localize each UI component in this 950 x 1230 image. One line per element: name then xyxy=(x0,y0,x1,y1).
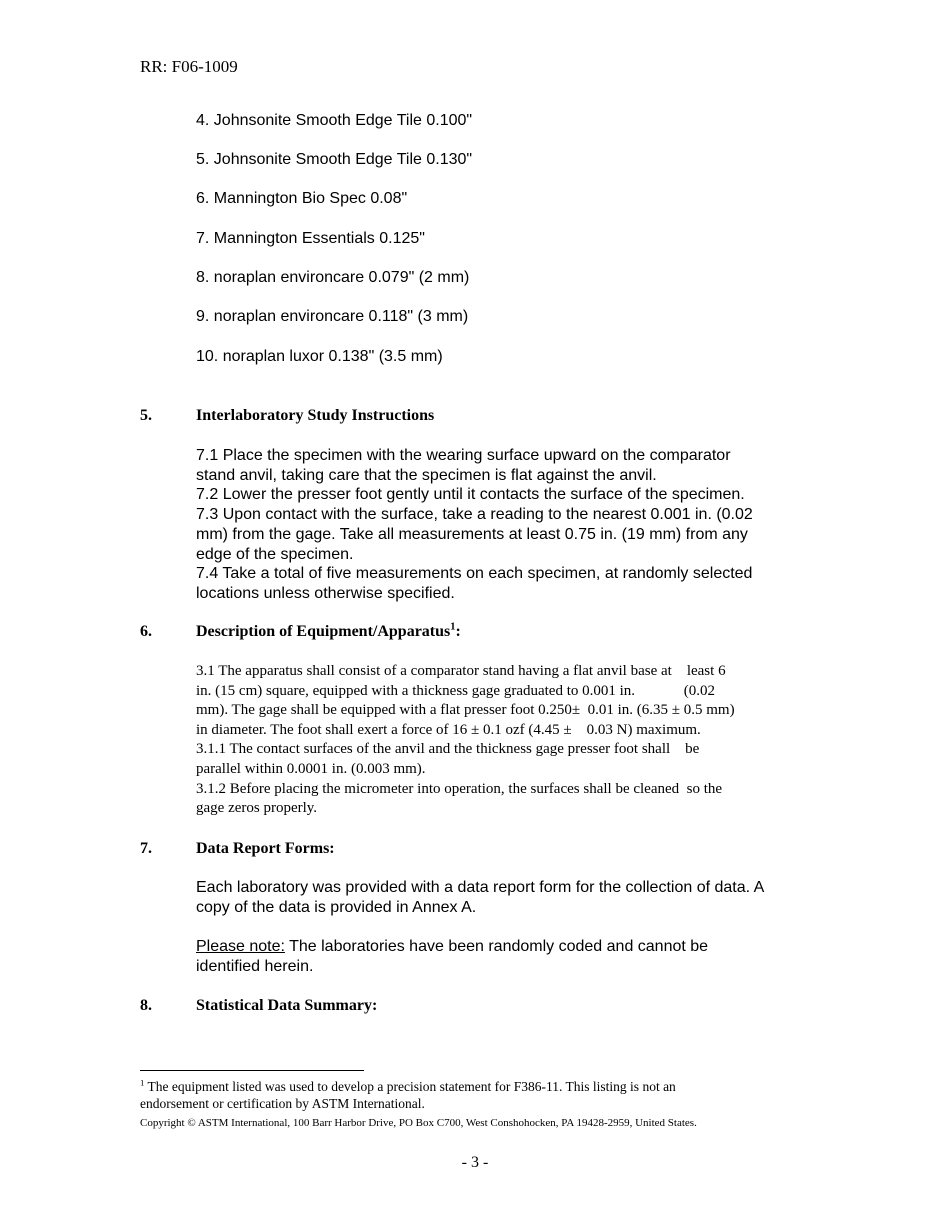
page-number: - 3 - xyxy=(461,1154,489,1171)
list-item: 6. Mannington Bio Spec 0.08" xyxy=(196,190,408,207)
section-6-title-text: Description of Equipment/Apparatus xyxy=(196,623,451,640)
body-line: 3.1 The apparatus shall consist of a comparator stand having a flat anvil base at least 6 xyxy=(196,663,726,679)
body-line: gage zeros properly. xyxy=(196,800,318,817)
body-line: 3.1.1 The contact surfaces of the anvil and the thickness gage presser foot shall be xyxy=(196,741,700,758)
list-item: 8. noraplan environcare 0.079" (2 mm) xyxy=(196,269,470,286)
body-line: Each laboratory was provided with a data report form for the collection of data. A xyxy=(196,879,765,896)
body-line: edge of the specimen. xyxy=(196,545,354,563)
list-item: 10. noraplan luxor 0.138" (3.5 mm) xyxy=(196,348,443,365)
section-6-title xyxy=(196,623,461,641)
section-6-number: 6. xyxy=(140,623,152,640)
list-item: 7. Mannington Essentials 0.125" xyxy=(196,230,425,247)
note-text: The laboratories have been randomly coded and cannot be xyxy=(284,938,709,955)
body-line: stand anvil, taking care that the specimen is flat against the anvil. xyxy=(196,466,657,484)
body-line: in. (15 cm) square, equipped with a thickness gage graduated to 0.001 in. (0.02 xyxy=(196,682,716,699)
section-5-number: 5. xyxy=(140,407,152,424)
body-line: 7.4 Take a total of five measurements on each specimen, at randomly selected xyxy=(196,565,753,583)
report-id-header: RR: F06-1009 xyxy=(140,57,238,76)
section-5-title: Interlaboratory Study Instructions xyxy=(196,407,435,424)
section-6-body xyxy=(196,662,816,819)
copyright-notice: Copyright © ASTM International, 100 Barr Harbor Drive, PO Box C700, West Conshohocken, PA 19428-2959, United States. xyxy=(140,1117,697,1129)
list-item: 5. Johnsonite Smooth Edge Tile 0.130" xyxy=(196,151,473,168)
note-label: Please note: xyxy=(196,938,285,955)
body-line xyxy=(196,937,816,957)
footnote-line: endorsement or certification by ASTM International. xyxy=(140,1096,425,1111)
body-line: 7.2 Lower the presser foot gently until it contacts the surface of the specimen. xyxy=(196,486,745,504)
footnote xyxy=(140,1078,820,1112)
section-7-title: Data Report Forms: xyxy=(196,840,335,857)
body-line: 3.1.2 Before placing the micrometer into operation, the surfaces shall be cleaned so the xyxy=(196,780,723,797)
body-line: in diameter. The foot shall exert a force of 16 ± 0.1 ozf (4.45 ± 0.03 N) maximum. xyxy=(196,721,701,738)
footnote-divider xyxy=(140,1070,364,1071)
body-line: parallel within 0.0001 in. (0.003 mm). xyxy=(196,760,426,777)
section-7-number: 7. xyxy=(140,840,152,857)
section-8-number: 8. xyxy=(140,997,152,1014)
body-line: mm) from the gage. Take all measurements at least 0.75 in. (19 mm) from any xyxy=(196,525,748,543)
body-line: copy of the data is provided in Annex A. xyxy=(196,898,477,916)
section-8-title: Statistical Data Summary: xyxy=(196,997,378,1014)
footnote-ref: 1 xyxy=(450,621,456,633)
section-6-title-suffix: : xyxy=(455,623,461,640)
section-7-paragraph xyxy=(196,878,816,917)
footnote-marker: 1 xyxy=(140,1077,145,1088)
list-item: 4. Johnsonite Smooth Edge Tile 0.100" xyxy=(196,112,473,129)
body-line: mm). The gage shall be equipped with a flat presser foot 0.250± 0.01 in. (6.35 ± 0.5 mm) xyxy=(196,702,735,719)
body-line: 7.3 Upon contact with the surface, take a reading to the nearest 0.001 in. (0.02 xyxy=(196,506,753,524)
footnote-text: The equipment listed was used to develop a precision statement for F386-11. This listing is not an xyxy=(144,1079,676,1094)
body-line: identified herein. xyxy=(196,957,314,975)
footnote-line xyxy=(140,1078,820,1095)
list-item: 9. noraplan environcare 0.118" (3 mm) xyxy=(196,308,469,325)
section-5-body xyxy=(196,446,816,604)
body-line: locations unless otherwise specified. xyxy=(196,584,455,602)
section-7-note xyxy=(196,937,816,976)
body-line: 7.1 Place the specimen with the wearing surface upward on the comparator xyxy=(196,447,731,464)
